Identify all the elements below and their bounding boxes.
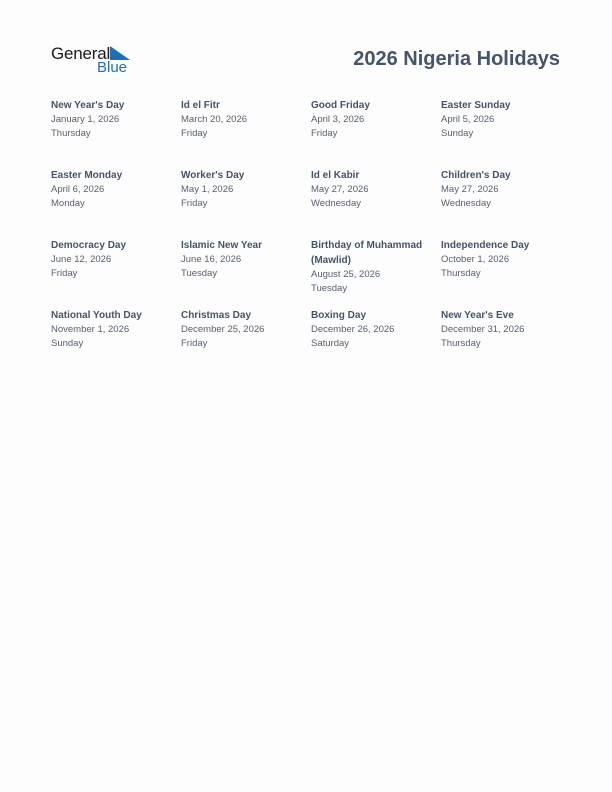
holiday-name: New Year's Eve <box>441 310 514 321</box>
holiday-item <box>181 168 307 211</box>
holiday-weekday: Friday <box>311 128 338 139</box>
holiday-weekday: Wednesday <box>441 198 491 209</box>
holiday-item <box>441 238 567 281</box>
holiday-weekday: Monday <box>51 198 85 209</box>
logo-triangle-icon <box>110 46 130 60</box>
holiday-weekday: Friday <box>181 338 208 349</box>
holiday-weekday: Sunday <box>441 128 474 139</box>
holiday-date: May 27, 2026 <box>441 184 499 195</box>
holiday-item <box>311 98 437 141</box>
page-title: 2026 Nigeria Holidays <box>353 48 560 70</box>
holiday-date: December 31, 2026 <box>441 324 525 335</box>
holiday-item <box>181 98 307 141</box>
holiday-weekday: Thursday <box>441 338 481 349</box>
holiday-item <box>311 308 437 351</box>
logo-word-general: General <box>51 44 111 63</box>
holiday-item <box>51 238 177 281</box>
holiday-weekday: Friday <box>181 128 208 139</box>
holiday-item <box>51 308 177 351</box>
holiday-item <box>51 168 177 211</box>
holiday-date: June 16, 2026 <box>181 254 242 265</box>
holiday-weekday: Thursday <box>51 128 91 139</box>
holiday-weekday: Sunday <box>51 338 84 349</box>
holiday-name: Islamic New Year <box>181 240 262 251</box>
holiday-date: May 1, 2026 <box>181 184 234 195</box>
holiday-name: Children's Day <box>441 170 511 181</box>
holiday-item <box>181 308 307 351</box>
holiday-item <box>51 98 177 141</box>
holiday-name: Id el Fitr <box>181 100 220 111</box>
holiday-name: New Year's Day <box>51 100 125 111</box>
holiday-name: Independence Day <box>441 240 530 251</box>
holiday-item <box>181 238 307 281</box>
holiday-name: National Youth Day <box>51 310 142 321</box>
holiday-name: Birthday of Muhammad (Mawlid) <box>311 240 423 266</box>
holiday-date: April 5, 2026 <box>441 114 495 125</box>
holiday-date: April 6, 2026 <box>51 184 105 195</box>
holiday-weekday: Saturday <box>311 338 350 349</box>
holiday-name: Worker's Day <box>181 170 245 181</box>
holiday-weekday: Tuesday <box>311 283 348 294</box>
holiday-date: August 25, 2026 <box>311 269 381 280</box>
holiday-name: Good Friday <box>311 100 370 111</box>
holiday-item <box>441 168 567 211</box>
holiday-name: Easter Monday <box>51 170 123 181</box>
holiday-date: May 27, 2026 <box>311 184 369 195</box>
holiday-name: Christmas Day <box>181 310 252 321</box>
holiday-name: Boxing Day <box>311 310 367 321</box>
holiday-weekday: Thursday <box>441 268 481 279</box>
holiday-weekday: Friday <box>51 268 78 279</box>
holiday-weekday: Wednesday <box>311 198 361 209</box>
holiday-item <box>311 168 437 211</box>
holiday-name: Id el Kabir <box>311 170 360 181</box>
holiday-date: January 1, 2026 <box>51 114 120 125</box>
holiday-date: October 1, 2026 <box>441 254 510 265</box>
holiday-date: April 3, 2026 <box>311 114 365 125</box>
holiday-name: Easter Sunday <box>441 100 511 111</box>
holiday-item <box>311 238 437 296</box>
holiday-date: June 12, 2026 <box>51 254 112 265</box>
holiday-weekday: Friday <box>181 198 208 209</box>
holiday-weekday: Tuesday <box>181 268 218 279</box>
holiday-date: November 1, 2026 <box>51 324 130 335</box>
holiday-date: December 25, 2026 <box>181 324 265 335</box>
logo-word-blue: Blue <box>97 59 128 76</box>
holiday-date: December 26, 2026 <box>311 324 395 335</box>
generalblue-logo <box>51 44 141 78</box>
holiday-name: Democracy Day <box>51 240 127 251</box>
holiday-date: March 20, 2026 <box>181 114 248 125</box>
holiday-item <box>441 98 567 141</box>
holiday-item <box>441 308 567 351</box>
